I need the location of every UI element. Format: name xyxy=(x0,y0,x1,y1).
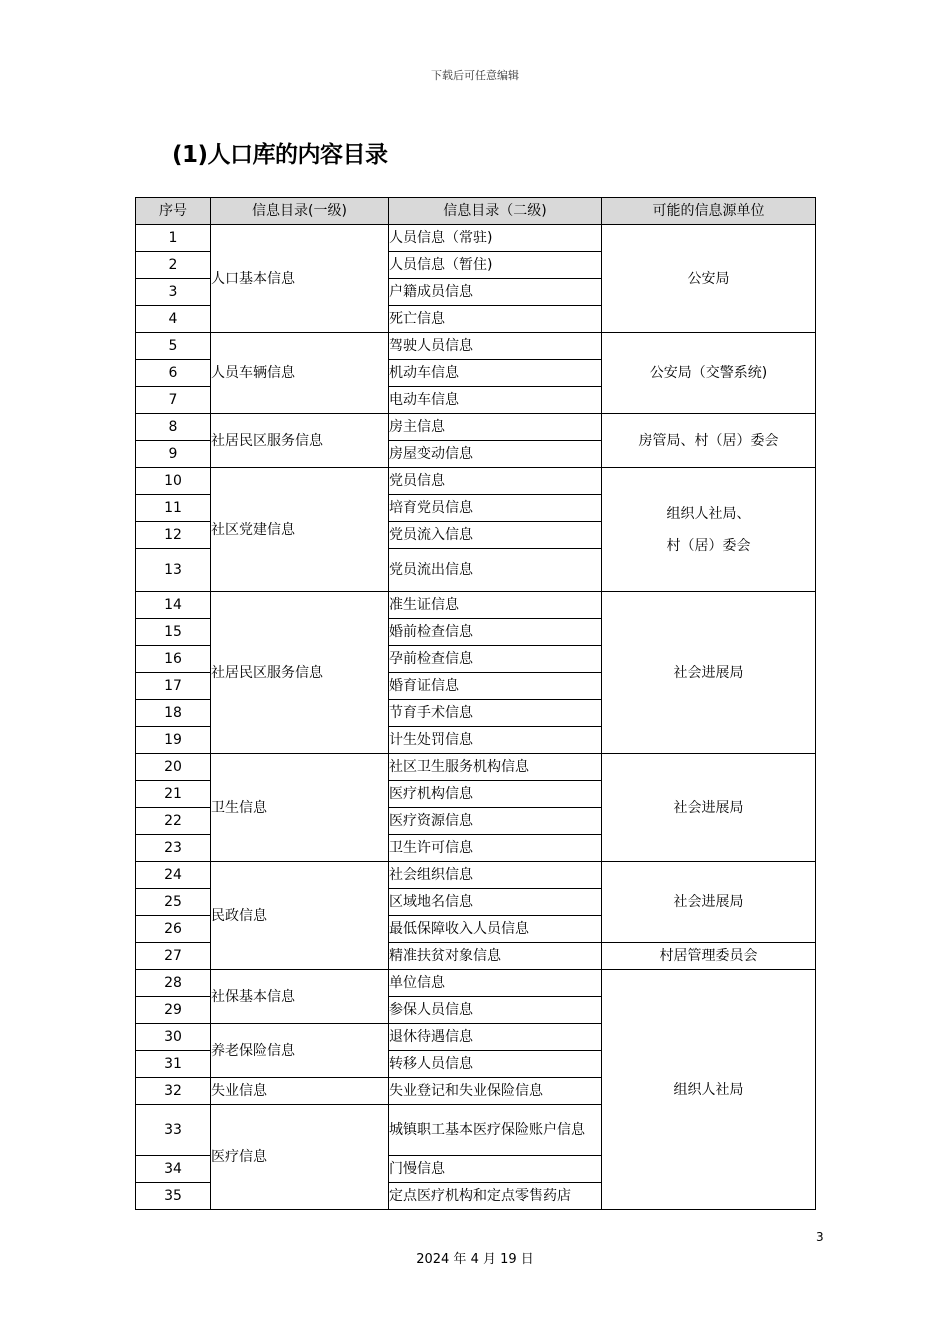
source-cell: 组织人社局 xyxy=(602,970,816,1210)
table-row xyxy=(136,468,816,495)
footer-date: 2024 年 4 月 19 日 xyxy=(416,1252,534,1267)
row-number: 6 xyxy=(136,360,211,387)
source-cell: 社会进展局 xyxy=(602,592,816,754)
table-row xyxy=(136,592,816,619)
level2-cell: 计生处罚信息 xyxy=(389,727,602,754)
row-number: 7 xyxy=(136,387,211,414)
row-number: 8 xyxy=(136,414,211,441)
header-cell: 序号 xyxy=(136,198,211,225)
level2-cell: 定点医疗机构和定点零售药店 xyxy=(389,1183,602,1210)
row-number: 21 xyxy=(136,781,211,808)
table-row xyxy=(136,333,816,360)
row-number: 13 xyxy=(136,549,211,592)
level1-cell: 人口基本信息 xyxy=(211,225,389,333)
row-number: 27 xyxy=(136,943,211,970)
page-number: 3 xyxy=(816,1230,824,1244)
row-number: 2 xyxy=(136,252,211,279)
level2-cell: 单位信息 xyxy=(389,970,602,997)
level2-cell: 最低保障收入人员信息 xyxy=(389,916,602,943)
header-cell: 信息目录（二级) xyxy=(389,198,602,225)
source-cell: 公安局 xyxy=(602,225,816,333)
level2-cell: 党员流出信息 xyxy=(389,549,602,592)
row-number: 25 xyxy=(136,889,211,916)
row-number: 17 xyxy=(136,673,211,700)
row-number: 33 xyxy=(136,1105,211,1156)
table-row xyxy=(136,754,816,781)
row-number: 18 xyxy=(136,700,211,727)
level2-cell: 婚前检查信息 xyxy=(389,619,602,646)
row-number: 5 xyxy=(136,333,211,360)
source-cell: 村居管理委员会 xyxy=(602,943,816,970)
level1-cell: 社保基本信息 xyxy=(211,970,389,1024)
level2-cell: 医疗资源信息 xyxy=(389,808,602,835)
level2-cell: 孕前检查信息 xyxy=(389,646,602,673)
level1-cell: 民政信息 xyxy=(211,862,389,970)
row-number: 19 xyxy=(136,727,211,754)
level1-cell: 医疗信息 xyxy=(211,1105,389,1210)
row-number: 16 xyxy=(136,646,211,673)
row-number: 14 xyxy=(136,592,211,619)
row-number: 29 xyxy=(136,997,211,1024)
row-number: 9 xyxy=(136,441,211,468)
row-number: 4 xyxy=(136,306,211,333)
level2-cell: 婚育证信息 xyxy=(389,673,602,700)
row-number: 12 xyxy=(136,522,211,549)
level2-cell: 节育手术信息 xyxy=(389,700,602,727)
level2-cell: 社会组织信息 xyxy=(389,862,602,889)
table-row xyxy=(136,225,816,252)
level2-cell: 驾驶人员信息 xyxy=(389,333,602,360)
level2-cell: 死亡信息 xyxy=(389,306,602,333)
level1-cell: 社区党建信息 xyxy=(211,468,389,592)
row-number: 31 xyxy=(136,1051,211,1078)
level2-cell: 医疗机构信息 xyxy=(389,781,602,808)
level2-cell: 培育党员信息 xyxy=(389,495,602,522)
table-row xyxy=(136,414,816,441)
level2-cell: 党员信息 xyxy=(389,468,602,495)
level2-cell: 退休待遇信息 xyxy=(389,1024,602,1051)
level1-cell: 卫生信息 xyxy=(211,754,389,862)
row-number: 35 xyxy=(136,1183,211,1210)
source-cell: 组织人社局、 村（居）委会 xyxy=(602,468,816,592)
row-number: 34 xyxy=(136,1156,211,1183)
row-number: 30 xyxy=(136,1024,211,1051)
level2-cell: 门慢信息 xyxy=(389,1156,602,1183)
row-number: 15 xyxy=(136,619,211,646)
page-header: 下载后可任意编辑 xyxy=(431,69,519,82)
header-cell: 信息目录(一级) xyxy=(211,198,389,225)
level2-cell: 房主信息 xyxy=(389,414,602,441)
row-number: 28 xyxy=(136,970,211,997)
level2-cell: 失业登记和失业保险信息 xyxy=(389,1078,602,1105)
row-number: 20 xyxy=(136,754,211,781)
level2-cell: 房屋变动信息 xyxy=(389,441,602,468)
level1-cell: 社居民区服务信息 xyxy=(211,414,389,468)
section-title: (1)人口库的内容目录 xyxy=(172,142,388,168)
level2-cell: 转移人员信息 xyxy=(389,1051,602,1078)
catalog-table xyxy=(135,197,816,1210)
level2-cell: 精准扶贫对象信息 xyxy=(389,943,602,970)
level2-cell: 参保人员信息 xyxy=(389,997,602,1024)
level2-cell: 卫生许可信息 xyxy=(389,835,602,862)
source-cell: 公安局（交警系统) xyxy=(602,333,816,414)
level2-cell: 党员流入信息 xyxy=(389,522,602,549)
row-number: 24 xyxy=(136,862,211,889)
level2-cell: 区域地名信息 xyxy=(389,889,602,916)
table-row xyxy=(136,970,816,997)
header-cell: 可能的信息源单位 xyxy=(602,198,816,225)
row-number: 26 xyxy=(136,916,211,943)
level1-cell: 社居民区服务信息 xyxy=(211,592,389,754)
row-number: 11 xyxy=(136,495,211,522)
table-header-row xyxy=(136,198,816,225)
row-number: 22 xyxy=(136,808,211,835)
source-cell: 社会进展局 xyxy=(602,862,816,943)
table-row xyxy=(136,862,816,889)
level1-cell: 失业信息 xyxy=(211,1078,389,1105)
level2-cell: 户籍成员信息 xyxy=(389,279,602,306)
source-cell: 房管局、村（居）委会 xyxy=(602,414,816,468)
level2-cell: 人员信息（暂住) xyxy=(389,252,602,279)
row-number: 1 xyxy=(136,225,211,252)
row-number: 3 xyxy=(136,279,211,306)
row-number: 23 xyxy=(136,835,211,862)
level2-cell: 电动车信息 xyxy=(389,387,602,414)
level2-cell: 准生证信息 xyxy=(389,592,602,619)
level1-cell: 人员车辆信息 xyxy=(211,333,389,414)
source-cell: 社会进展局 xyxy=(602,754,816,862)
row-number: 32 xyxy=(136,1078,211,1105)
level1-cell: 养老保险信息 xyxy=(211,1024,389,1078)
level2-cell: 社区卫生服务机构信息 xyxy=(389,754,602,781)
level2-cell: 城镇职工基本医疗保险账户信息 xyxy=(389,1105,602,1156)
row-number: 10 xyxy=(136,468,211,495)
level2-cell: 人员信息（常驻) xyxy=(389,225,602,252)
level2-cell: 机动车信息 xyxy=(389,360,602,387)
